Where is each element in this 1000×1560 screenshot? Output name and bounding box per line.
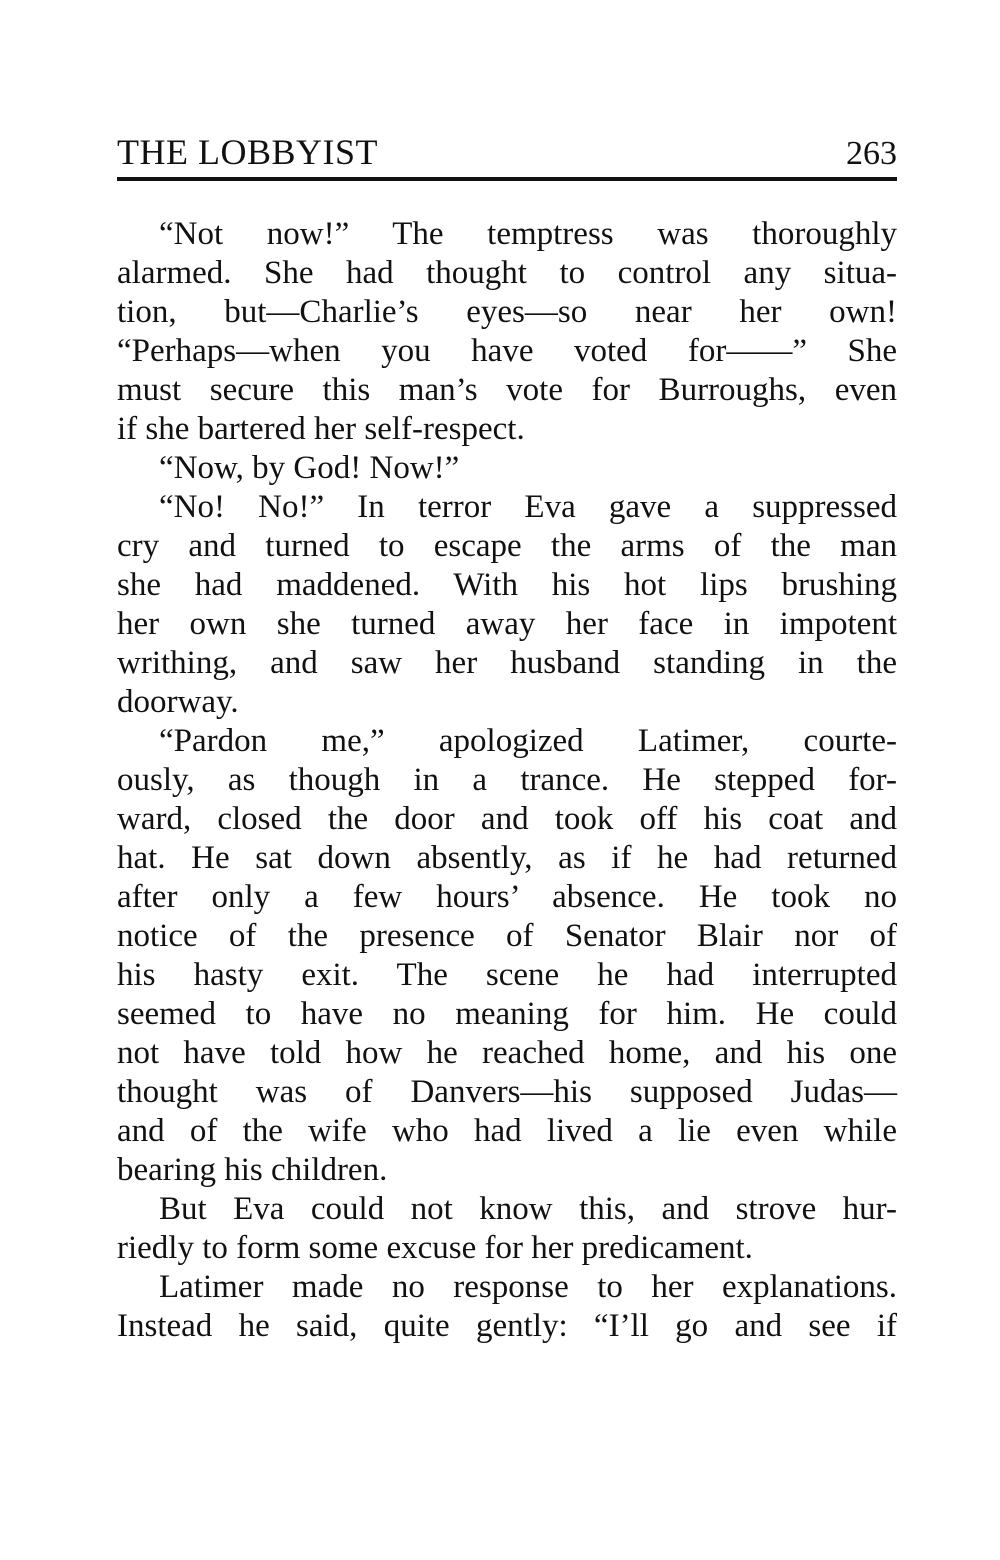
text-line: riedly to form some excuse for her predicament. [117, 1230, 753, 1266]
text-line: ously, as though in a trance. He stepped for- [117, 762, 897, 798]
text-line: “Not now!” The temptress was thoroughly [159, 216, 897, 252]
text-line: seemed to have no meaning for him. He could [117, 996, 897, 1032]
text-line: hat. He sat down absently, as if he had returned [117, 840, 897, 876]
body-text [117, 215, 897, 1346]
text-line: writhing, and saw her husband standing in the [117, 645, 897, 681]
text-line: doorway. [117, 684, 239, 720]
text-line: notice of the presence of Senator Blair nor of [117, 918, 897, 954]
header-rule [117, 177, 897, 181]
text-line: and of the wife who had lived a lie even while [117, 1113, 897, 1149]
text-line: cry and turned to escape the arms of the man [117, 528, 897, 564]
text-line: her own she turned away her face in impotent [117, 606, 897, 642]
text-line: alarmed. She had thought to control any situa- [117, 255, 897, 291]
text-line: his hasty exit. The scene he had interrupted [117, 957, 897, 993]
text-line: not have told how he reached home, and his one [117, 1035, 897, 1071]
text-line: Latimer made no response to her explanations. [159, 1269, 897, 1305]
text-line: if she bartered her self-respect. [117, 411, 525, 447]
text-line: after only a few hours’ absence. He took no [117, 879, 897, 915]
text-line: ward, closed the door and took off his coat and [117, 801, 897, 837]
page-number: 263 [846, 135, 897, 172]
text-line: thought was of Danvers—his supposed Judas— [117, 1074, 897, 1110]
text-line: must secure this man’s vote for Burroughs, even [117, 372, 897, 408]
text-line: tion, but—Charlie’s eyes—so near her own! [117, 294, 897, 330]
text-line: “Perhaps—when you have voted for——” She [117, 333, 897, 369]
running-title: THE LOBBYIST [117, 132, 378, 172]
text-line: But Eva could not know this, and strove hur- [159, 1191, 897, 1227]
text-line: Instead he said, quite gently: “I’ll go and see if [117, 1308, 897, 1344]
text-line: “Pardon me,” apologized Latimer, courte- [159, 723, 897, 759]
text-line: she had maddened. With his hot lips brushing [117, 567, 897, 603]
text-line: bearing his children. [117, 1152, 388, 1188]
text-line: “No! No!” In terror Eva gave a suppressed [159, 489, 897, 525]
running-head [117, 132, 897, 172]
text-line: “Now, by God! Now!” [159, 450, 460, 486]
